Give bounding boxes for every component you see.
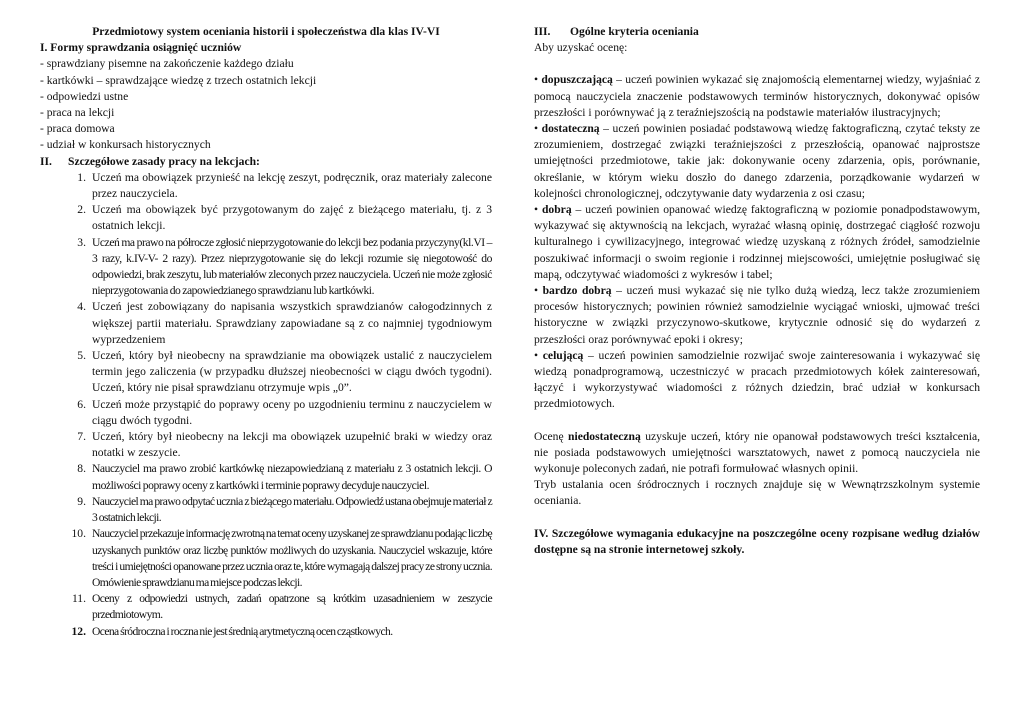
- assessment-forms-list: [40, 56, 492, 153]
- rule-item: [40, 235, 492, 300]
- list-item: - praca na lekcji: [40, 106, 115, 120]
- rule-text: Uczeń jest zobowiązany do napisania wszystkich sprawdzianów całogodzinnych z większej partii materiału. Sprawdziany zapowiadane są z co najmniej tygodniowym wyprzedzeniem: [92, 300, 492, 346]
- criteria-item: [534, 121, 980, 202]
- rule-item: [40, 299, 492, 348]
- rule-item: [40, 170, 492, 202]
- bullet: •: [534, 203, 539, 217]
- section-4-heading: IV. Szczegółowe wymagania edukacyjne na poszczególne oceny rozpisane według działów dostępne są na stronie internetowej szkoły.: [534, 526, 980, 556]
- bullet: •: [534, 284, 539, 298]
- section-2-heading: [40, 154, 492, 170]
- rule-item: [40, 624, 492, 640]
- criteria-text: – uczeń powinien opanować wiedzę faktograficzną w poziomie ponadpodstawowym, wykazywać się aktywnością na lekcjach, wyrażać własną opinię, dostrzegać ciągłość rozwoju kulturalnego i cywilizacyjnego, integrować wiedzę uzyskaną z różnych źródeł, samodzielnie poszukiwać informacji o swoim regionie i rodzinnej miejscowości, umiejętnie posługiwać się mapą, odczytywać wiadomości z wykresów i tabel;: [534, 203, 980, 281]
- grade-name: bardzo dobrą: [542, 284, 612, 298]
- rule-number: 9.: [77, 494, 86, 508]
- bullet: •: [534, 73, 539, 87]
- rule-number: 4.: [77, 300, 86, 314]
- criteria-text: – uczeń powinien wykazać się znajomością elementarnej wiedzy, wyjaśniać z pomocą nauczyciela znaczenie podstawowych terminów historycznych, dokonywać opisów przeszłości i porównywać ją z teraźniejszością na podstawie materiałów ilustracyjnych;: [534, 73, 980, 119]
- rule-number: 1.: [77, 170, 86, 184]
- insufficient-grade-paragraph: [534, 429, 980, 478]
- rule-text: Nauczyciel ma prawo zrobić kartkówkę niezapowiedzianą z materiału z 3 ostatnich lekcji. O możliwości poprawy oceny z kartkówki i terminie poprawy decyduje nauczyciel.: [92, 462, 492, 492]
- rule-number: 3.: [77, 235, 86, 249]
- section-1-heading: I. Formy sprawdzania osiągnięć uczniów: [40, 41, 242, 55]
- rule-text: Uczeń ma obowiązek być przygotowanym do zajęć z bieżącego materiału, tj. z 3 ostatnich lekcji.: [92, 203, 492, 233]
- list-item: - odpowiedzi ustne: [40, 89, 129, 103]
- rule-number: 6.: [77, 397, 86, 411]
- rule-number: 11.: [71, 592, 86, 606]
- rule-item: [40, 348, 492, 397]
- rule-text: Nauczyciel ma prawo odpytać ucznia z bieżącego materiału. Odpowiedź ustana obejmuje materiał z 3 ostatnich lekcji.: [92, 494, 492, 525]
- rule-text: Uczeń ma prawo na półrocze zgłosić nieprzygotowanie do lekcji bez podania przyczyny(kl.VI – 3 razy, k.IV-V- 2 razy). Przez nieprzygotowanie się do lekcji rozumie się niegotowość do odpowiedzi, brak zeszytu, lub materiałów zleconych przez nauczyciela. Uczeń nie może zgłosić nieprzygotowania do zapowiedzianego sprawdzianu lub kartkówki.: [92, 235, 492, 298]
- criteria-text: – uczeń powinien posiadać podstawową wiedzę faktograficzną, czytać teksty ze zrozumieniem, dostrzegać związki teraźniejszości z przeszłością, opanować najprostsze umiejętności przedmiotowe, takie jak: dokonywanie oceny zdarzenia, opis, porównanie, określanie, w którym wieku doszło do danego zdarzenia, porządkowanie wydarzeń w kolejności chronologicznej, odczytywanie daty wydarzenia z osi czasu;: [534, 122, 981, 200]
- rule-text: Uczeń ma obowiązek przynieść na lekcję zeszyt, podręcznik, oraz materiały zalecone przez nauczyciela.: [92, 170, 492, 201]
- bullet: •: [534, 122, 539, 136]
- rule-text: Oceny z odpowiedzi ustnych, zadań opatrzone są krótkim uzasadnieniem w zeszycie przedmiotowym.: [92, 592, 492, 622]
- rule-item: [40, 429, 492, 461]
- rule-item: [40, 526, 492, 591]
- list-item: - kartkówki – sprawdzające wiedzę z trzech ostatnich lekcji: [40, 73, 317, 87]
- rule-text: Uczeń, który był nieobecny na sprawdzianie ma obowiązek ustalić z nauczycielem termin jego zaliczenia (w przypadku dłuższej nieobecności w ciągu dwóch tygodni). Uczeń, który nie pisał sprawdzianu otrzymuje wpis „0”.: [92, 349, 492, 395]
- rule-number: 5.: [77, 349, 86, 363]
- section-2-title: Szczegółowe zasady pracy na lekcjach:: [68, 154, 260, 168]
- document-title: Przedmiotowy system oceniania historii i społeczeństwa dla klas IV-VI: [92, 25, 440, 38]
- list-item: - sprawdziany pisemne na zakończenie każdego działu: [40, 57, 294, 71]
- rule-text: Uczeń może przystąpić do poprawy oceny po uzgodnieniu terminu z nauczycielem w ciągu dwóch tygodni.: [92, 397, 492, 427]
- rule-item: [40, 591, 492, 623]
- right-column: [534, 24, 980, 558]
- left-column: [40, 24, 492, 640]
- rule-text: Nauczyciel przekazuje informację zwrotną na temat oceny uzyskanej ze sprawdzianu podając liczbę uzyskanych punktów oraz liczbę punktów możliwych do uzyskania. Nauczyciel wskazuje, które treści i umiejętności opanowane przez ucznia oraz te, które wymagają dalszej pracy ze strony ucznia. Omówienie sprawdzianu ma miejsce podczas lekcji.: [92, 527, 492, 589]
- rule-text: Uczeń, który był nieobecny na lekcji ma obowiązek uzupełnić braki w wiedzy oraz notatki w zeszycie.: [92, 430, 492, 460]
- grade-name: dobrą: [541, 203, 572, 217]
- criteria-intro: Aby uzyskać ocenę:: [534, 41, 628, 55]
- list-item: - praca domowa: [40, 122, 115, 136]
- section-2-number: II.: [40, 154, 52, 168]
- rule-number: 12.: [71, 624, 86, 638]
- rule-number: 10.: [71, 527, 86, 541]
- bullet: •: [534, 348, 539, 362]
- section-3-heading: [534, 24, 980, 40]
- grade-name: niedostateczną: [568, 429, 641, 443]
- rule-item: [40, 202, 492, 234]
- insufficient-text: uzyskuje uczeń, który nie opanował podstawowych treści kształcenia, nie posiada podstawowych umiejętności warsztatowych, nawet z pomocą nauczyciela nie wykonuje poleconych zadań, nie potrafi formułować własnych opinii.: [534, 429, 981, 476]
- rule-number: 8.: [77, 462, 86, 476]
- grade-name: celującą: [542, 348, 584, 362]
- rule-item: [40, 461, 492, 493]
- criteria-item: [534, 348, 980, 413]
- criteria-text: – uczeń powinien samodzielnie rozwijać swoje zainteresowania i wykazywać się wiedzą ponadprogramową, uczestniczyć w pracach przedmiotowych kółek zainteresowań, łączyć i wykorzystywać wiadomości z różnych dziedzin, brać udział w konkursach przedmiotowych.: [534, 348, 980, 411]
- criteria-text: – uczeń musi wykazać się nie tylko dużą wiedzą, lecz także zrozumieniem procesów historycznych; powinien również samodzielnie wyciągać wnioski, ujmować treści historyczne w związki przyczynowo-skutkowe, krytycznie odnosić się do wydarzeń z przeszłości oraz porównywać epoki i okresy;: [534, 284, 980, 346]
- criteria-item: [534, 72, 980, 121]
- rule-item: [40, 494, 492, 526]
- criteria-item: [534, 202, 980, 283]
- section-3-title: Ogólne kryteria oceniania: [570, 25, 699, 38]
- rule-item: [40, 397, 492, 429]
- lesson-rules-list: [40, 170, 492, 640]
- rule-text: Ocena śródroczna i roczna nie jest średnią arytmetyczną ocen cząstkowych.: [92, 624, 393, 638]
- criteria-item: [534, 283, 980, 348]
- list-item: - udział w konkursach historycznych: [40, 138, 211, 152]
- insufficient-prefix: Ocenę: [534, 429, 569, 443]
- rule-number: 2.: [77, 203, 86, 217]
- grading-mode-paragraph: Tryb ustalania ocen śródrocznych i rocznych znajduje się w Wewnątrzszkolnym systemie oceniania.: [534, 478, 980, 508]
- grade-name: dopuszczającą: [541, 73, 613, 87]
- rule-number: 7.: [77, 430, 86, 444]
- section-3-number: III.: [534, 25, 551, 38]
- grade-name: dostateczną: [541, 122, 600, 136]
